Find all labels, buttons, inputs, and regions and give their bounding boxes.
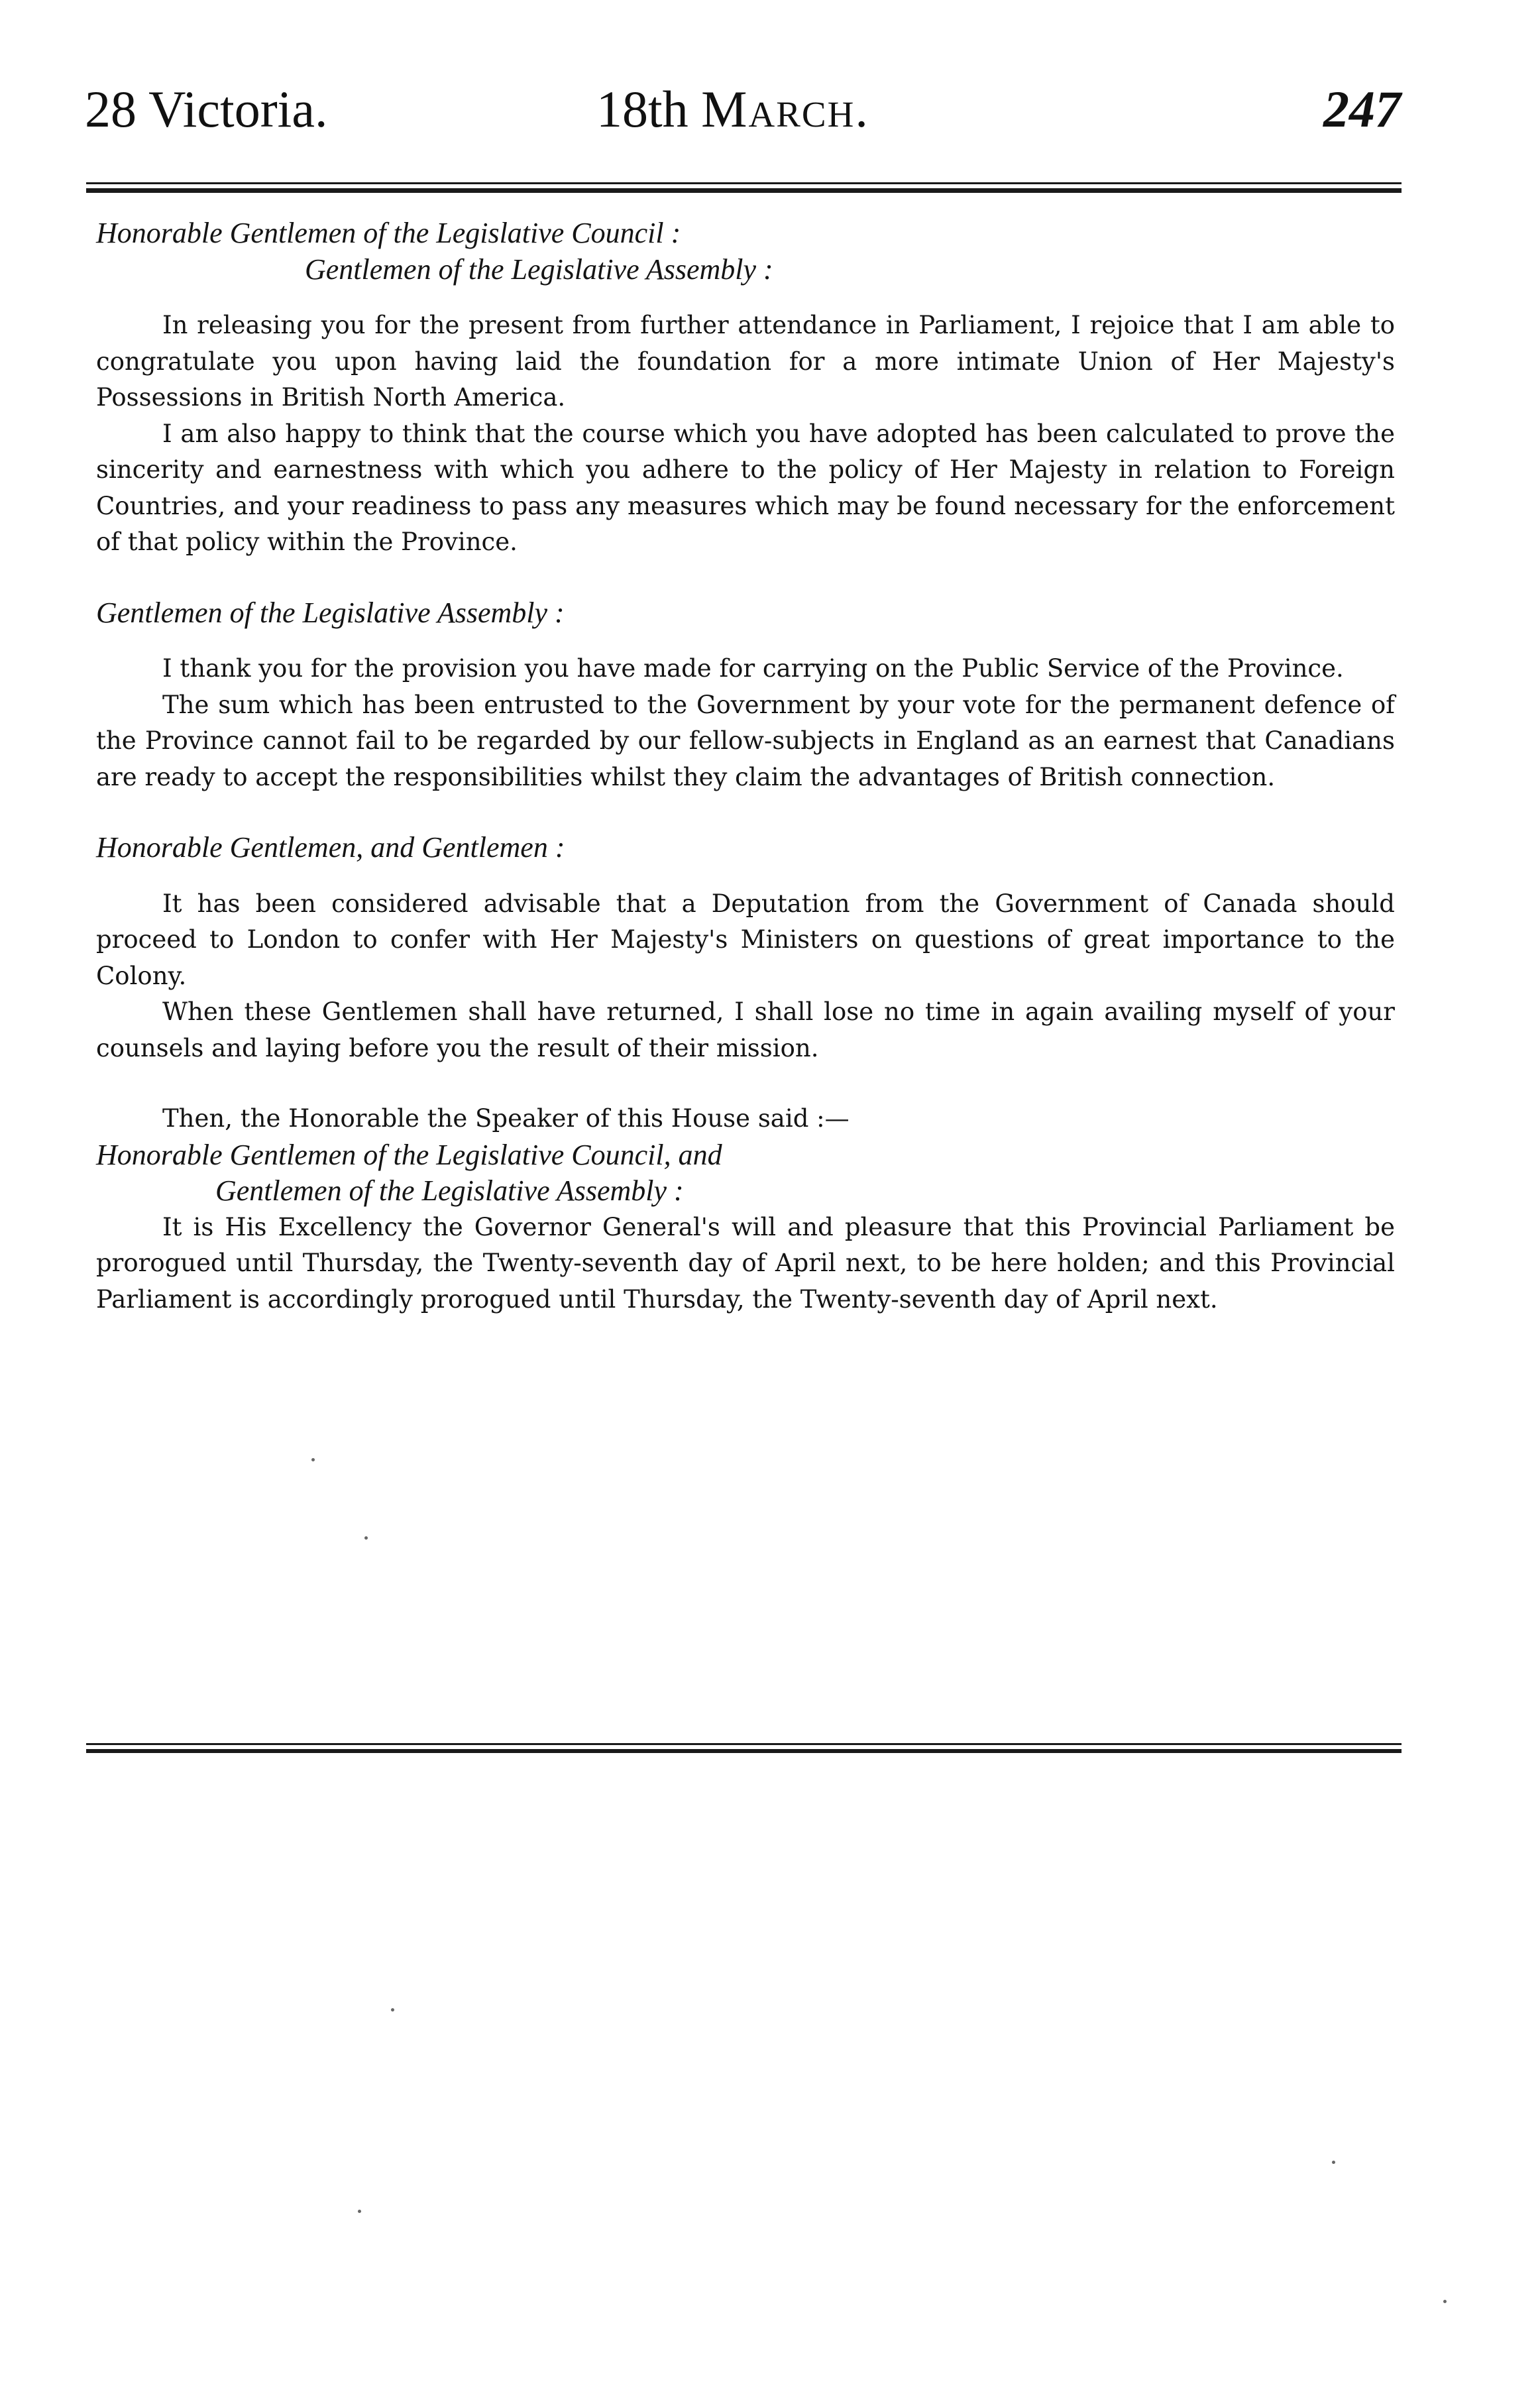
- bottom-rule-thin: [86, 1743, 1402, 1745]
- scan-speck: [358, 2210, 361, 2213]
- top-rule-thick: [86, 188, 1402, 193]
- running-head-date: [596, 80, 869, 152]
- address-assembly-2: Gentlemen of the Legislative Assembly :: [96, 596, 565, 629]
- paragraph-public-service: I thank you for the provision you have made for carrying on the Public Service of the Province.: [162, 654, 1344, 683]
- page-body: [96, 215, 1395, 1318]
- paragraph-prorogation: It is His Excellency the Governor General's will and pleasure that this Provincial Parliament be prorogued until Thursday, the Twenty-seventh day of April next, to be here holden; and this Provincial Parliament is accordingly prorogued until Thursday, the Twenty-seventh day of April next.: [96, 1212, 1395, 1314]
- scan-speck: [311, 1458, 315, 1461]
- address-council-and: Honorable Gentlemen of the Legislative Council, and: [96, 1138, 722, 1171]
- address-assembly: Gentlemen of the Legislative Assembly :: [305, 253, 773, 286]
- paragraph-return: When these Gentlemen shall have returned, I shall lose no time in again availing myself of your counsels and laying before you the result of their mission.: [96, 997, 1395, 1062]
- address-honorable-council: Honorable Gentlemen of the Legislative Council :: [96, 217, 681, 249]
- scan-speck: [1443, 2300, 1447, 2303]
- running-head-session: 28 Victoria.: [85, 80, 328, 138]
- top-rule-thin: [86, 182, 1402, 184]
- paragraph-foreign-policy: I am also happy to think that the course which you have adopted has been calculated to prove the sincerity and earnestness with which you adhere to the policy of Her Majesty in relation to Foreign Countries, and your readiness to pass any measures which may be found necessary for the enforcement of that policy within the Province.: [96, 419, 1395, 556]
- running-head-date-month: March.: [701, 80, 869, 138]
- bottom-rule-thick: [86, 1749, 1402, 1753]
- address-honorable-gentlemen: Honorable Gentlemen, and Gentlemen :: [96, 831, 565, 864]
- paragraph-deputation: It has been considered advisable that a Deputation from the Government of Canada should proceed to London to confer with Her Majesty's Ministers on questions of great importance to the Colony.: [96, 889, 1395, 990]
- paragraph-union: In releasing you for the present from further attendance in Parliament, I rejoice that I am able to congratulate you upon having laid the foundation for a more intimate Union of Her Majesty's Possessions in British North America.: [96, 311, 1395, 412]
- speaker-announcement: Then, the Honorable the Speaker of this House said :—: [162, 1104, 850, 1133]
- running-head-date-day: 18th: [596, 80, 702, 138]
- paragraph-defence: The sum which has been entrusted to the Government by your vote for the permanent defence of the Province cannot fail to be regarded by our fellow-subjects in England as an earnest that Canadians are ready to accept the responsibilities whilst they claim the advantages of British connection.: [96, 690, 1395, 791]
- scan-speck: [1332, 2161, 1335, 2164]
- scan-speck: [391, 2008, 394, 2012]
- address-assembly-3: Gentlemen of the Legislative Assembly :: [215, 1174, 684, 1207]
- scan-speck: [364, 1536, 368, 1540]
- page-number: 247: [1323, 80, 1401, 138]
